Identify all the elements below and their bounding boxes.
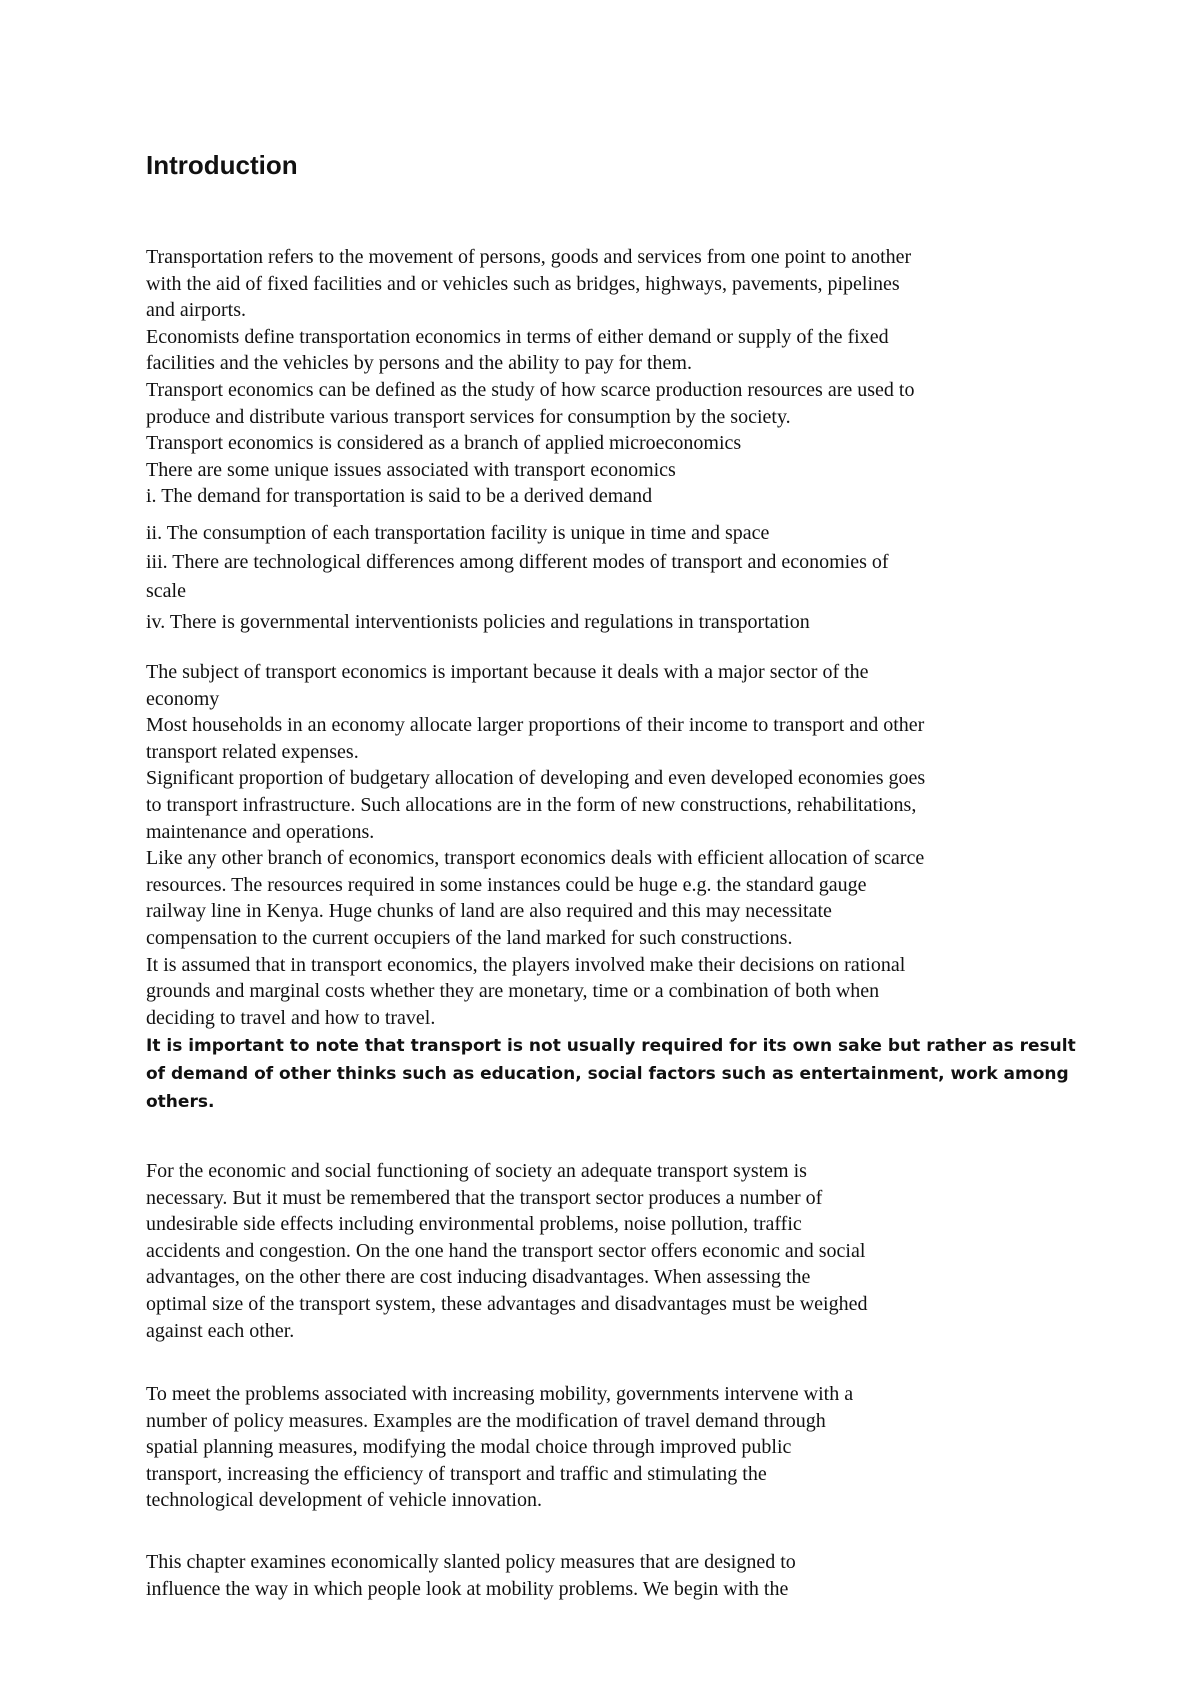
issues-list [146,517,1066,638]
text-line: compensation to the current occupiers of the land marked for such constructions. [146,926,793,949]
list-item: iv. There is governmental interventionists policies and regulations in transportation [146,610,810,633]
text-line: necessary. But it must be remembered that the transport sector produces a number of [146,1186,823,1209]
text-line: facilities and the vehicles by persons and the ability to pay for them. [146,352,692,375]
text-line: undesirable side effects including environmental problems, noise pollution, traffic [146,1213,802,1236]
text-line: It is important to note that transport is not usually required for its own sake but rather as result [146,1036,1076,1056]
text-line: Like any other branch of economics, transport economics deals with efficient allocation of scarce [146,847,925,870]
text-line: spatial planning measures, modifying the modal choice through improved public [146,1436,792,1459]
text-line: economy [146,687,220,710]
bold-note [146,1032,1076,1116]
page-title: Introduction [146,150,298,180]
text-line: There are some unique issues associated with transport economics [146,458,676,481]
importance-block [146,659,1066,1031]
text-line: maintenance and operations. [146,820,375,843]
paragraph-chapter-intro [146,1549,1066,1602]
text-line: Significant proportion of budgetary allocation of developing and even developed economies goes [146,767,926,790]
text-line: technological development of vehicle innovation. [146,1489,542,1512]
list-item: ii. The consumption of each transportation facility is unique in time and space [146,522,770,544]
text-line: against each other. [146,1319,295,1342]
text-line: produce and distribute various transport services for consumption by the society. [146,405,791,428]
text-line: railway line in Kenya. Huge chunks of land are also required and this may necessitate [146,900,832,923]
text-line: Transport economics is considered as a branch of applied microeconomics [146,432,742,455]
text-line: grounds and marginal costs whether they are monetary, time or a combination of both when [146,980,880,1003]
intro-block [146,244,1066,510]
text-line: Transportation refers to the movement of persons, goods and services from one point to another [146,246,912,268]
text-line: and airports. [146,299,246,322]
text-line: deciding to travel and how to travel. [146,1006,436,1029]
text-line: advantages, on the other there are cost inducing disadvantages. When assessing the [146,1266,811,1289]
text-line: accidents and congestion. On the one hand the transport sector offers economic and social [146,1239,866,1262]
text-line: The subject of transport economics is important because it deals with a major sector of the [146,661,869,683]
text-line: Most households in an economy allocate larger proportions of their income to transport and other [146,714,925,737]
text-line: number of policy measures. Examples are the modification of travel demand through [146,1409,826,1432]
list-item: iii. There are technological differences among different modes of transport and economies of [146,551,889,573]
text-line: Economists define transportation economics in terms of either demand or supply of the fixed [146,325,889,348]
text-line: influence the way in which people look at mobility problems. We begin with the [146,1577,789,1600]
text-line: transport related expenses. [146,740,359,763]
paragraph-side-effects [146,1158,1066,1344]
text-line: others. [146,1092,215,1112]
list-item: i. The demand for transportation is said to be a derived demand [146,485,653,508]
list-item: scale [146,579,186,602]
text-line: transport, increasing the efficiency of transport and traffic and stimulating the [146,1462,767,1485]
text-line: Transport economics can be defined as the study of how scarce production resources are used to [146,378,915,401]
text-line: It is assumed that in transport economics, the players involved make their decisions on rational [146,953,906,976]
text-line: To meet the problems associated with increasing mobility, governments intervene with a [146,1383,854,1405]
text-line: optimal size of the transport system, these advantages and disadvantages must be weighed [146,1292,868,1315]
text-line: resources. The resources required in some instances could be huge e.g. the standard gauge [146,873,867,896]
text-line: This chapter examines economically slanted policy measures that are designed to [146,1551,796,1573]
paragraph-policy-measures [146,1381,1066,1514]
text-line: of demand of other thinks such as education, social factors such as entertainment, work among [146,1064,1069,1084]
text-line: to transport infrastructure. Such allocations are in the form of new constructions, rehabilitations, [146,793,917,816]
text-line: For the economic and social functioning of society an adequate transport system is [146,1160,807,1182]
text-line: with the aid of fixed facilities and or vehicles such as bridges, highways, pavements, pipelines [146,272,900,295]
